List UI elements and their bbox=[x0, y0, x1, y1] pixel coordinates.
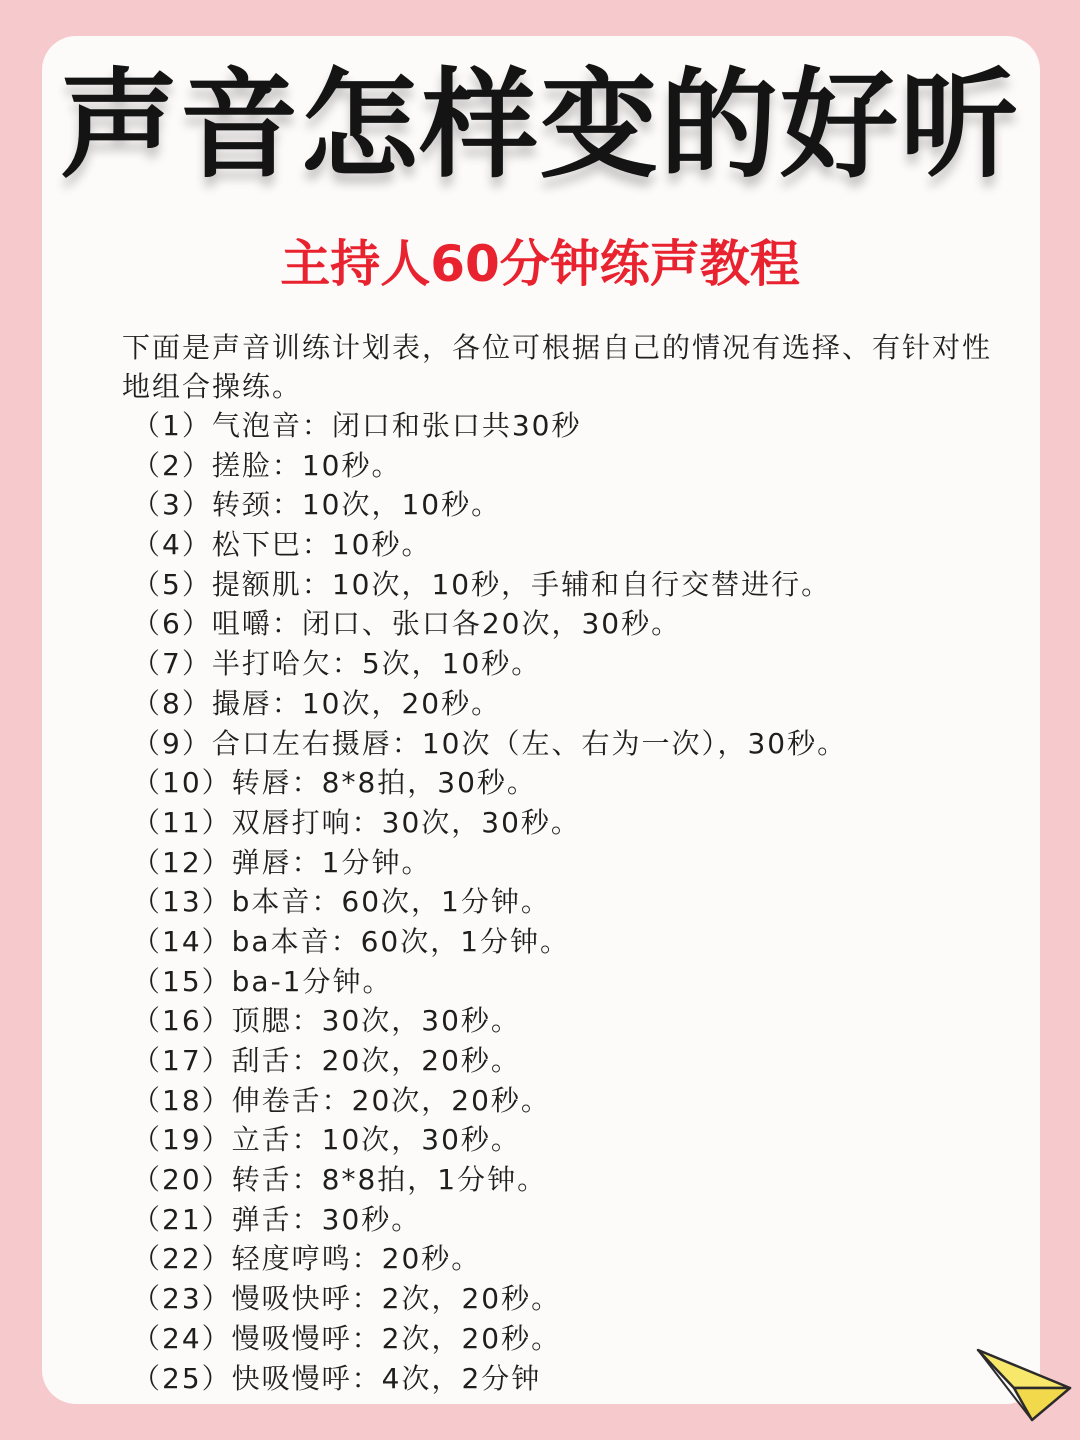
list-item bbox=[132, 1239, 847, 1279]
item-number: （2） bbox=[132, 448, 212, 482]
item-text: 立舌：10次，30秒。 bbox=[231, 1123, 521, 1157]
item-number: （1） bbox=[132, 409, 212, 442]
item-number: （22） bbox=[132, 1242, 232, 1276]
item-text: 转舌：8*8拍，1分钟。 bbox=[231, 1163, 548, 1197]
item-text: ba本音：60次，1分钟。 bbox=[231, 924, 571, 958]
item-number: （14） bbox=[132, 924, 232, 958]
item-text: 顶腮：30次，30秒。 bbox=[231, 1004, 521, 1038]
list-item bbox=[132, 684, 847, 724]
list-item bbox=[132, 1279, 847, 1319]
item-number: （8） bbox=[132, 686, 212, 720]
item-number: （10） bbox=[132, 766, 232, 800]
exercise-list bbox=[132, 406, 847, 1398]
list-item bbox=[132, 406, 847, 446]
item-number: （24） bbox=[132, 1321, 232, 1355]
item-number: （23） bbox=[132, 1282, 232, 1316]
list-item bbox=[132, 1081, 847, 1121]
item-number: （16） bbox=[132, 1004, 232, 1038]
item-number: （20） bbox=[132, 1163, 232, 1197]
item-text: 半打哈欠：5次，10秒。 bbox=[211, 647, 542, 681]
item-number: （12） bbox=[132, 845, 232, 879]
item-text: 快吸慢呼：4次，2分钟 bbox=[231, 1361, 542, 1395]
page-title: 声音怎样变的好听 bbox=[59, 56, 1020, 194]
list-item bbox=[132, 962, 847, 1002]
list-item bbox=[132, 1001, 847, 1041]
list-item bbox=[132, 1359, 847, 1399]
item-text: 提额肌：10次，10秒，手辅和自行交替进行。 bbox=[211, 567, 832, 601]
list-item bbox=[132, 803, 847, 843]
item-number: （6） bbox=[132, 607, 212, 641]
item-text: 刮舌：20次，20秒。 bbox=[231, 1044, 521, 1077]
list-item bbox=[132, 604, 847, 644]
list-item bbox=[132, 1319, 847, 1359]
page-subtitle: 主持人60分钟练声教程 bbox=[280, 235, 800, 293]
item-number: （5） bbox=[132, 567, 212, 601]
list-item bbox=[132, 1200, 847, 1240]
item-text: b本音：60次，1分钟。 bbox=[231, 885, 551, 919]
list-item bbox=[132, 1120, 847, 1160]
item-text: 转唇：8*8拍，30秒。 bbox=[231, 766, 537, 800]
paper-plane-icon bbox=[976, 1342, 1072, 1422]
list-item bbox=[132, 565, 847, 605]
list-item bbox=[132, 644, 847, 684]
item-number: （13） bbox=[132, 885, 232, 919]
list-item bbox=[132, 1041, 847, 1081]
item-text: 轻度哼鸣：20秒。 bbox=[231, 1242, 482, 1276]
item-text: 松下巴：10秒。 bbox=[211, 528, 432, 562]
item-number: （25） bbox=[132, 1361, 232, 1395]
list-item bbox=[132, 1160, 847, 1200]
item-number: （21） bbox=[132, 1202, 232, 1236]
item-text: 伸卷舌：20次，20秒。 bbox=[231, 1083, 551, 1117]
item-text: 慢吸快呼：2次，20秒。 bbox=[231, 1282, 562, 1316]
item-text: 转颈：10次，10秒。 bbox=[211, 488, 502, 522]
item-text: 合口左右摄唇：10次（左、右为一次），30秒。 bbox=[211, 726, 848, 760]
list-item bbox=[132, 882, 847, 922]
item-text: 搓脸：10秒。 bbox=[211, 448, 402, 482]
list-item bbox=[132, 763, 847, 803]
item-number: （3） bbox=[132, 488, 212, 522]
list-item bbox=[132, 485, 847, 525]
item-text: 双唇打响：30次，30秒。 bbox=[231, 805, 581, 839]
item-text: 慢吸慢呼：2次，20秒。 bbox=[231, 1321, 562, 1355]
list-item bbox=[132, 525, 847, 565]
item-text: 弹唇：1分钟。 bbox=[231, 845, 432, 879]
list-item bbox=[132, 922, 847, 962]
item-text: 咀嚼：闭口、张口各20次，30秒。 bbox=[211, 607, 682, 641]
item-text: ba-1分钟。 bbox=[231, 964, 393, 998]
item-text: 撮唇：10次，20秒。 bbox=[211, 686, 502, 720]
item-number: （17） bbox=[132, 1044, 232, 1077]
item-number: （7） bbox=[132, 647, 212, 681]
item-number: （11） bbox=[132, 805, 232, 839]
item-number: （9） bbox=[132, 726, 212, 760]
list-item bbox=[132, 724, 847, 764]
intro-paragraph: 下面是声音训练计划表，各位可根据自己的情况有选择、有针对性地组合操练。 bbox=[122, 331, 993, 403]
item-number: （15） bbox=[132, 964, 232, 998]
item-text: 弹舌：30秒。 bbox=[231, 1202, 422, 1236]
list-item bbox=[132, 843, 847, 883]
item-number: （19） bbox=[132, 1123, 232, 1157]
list-item bbox=[132, 446, 847, 486]
item-number: （4） bbox=[132, 528, 212, 562]
item-number: （18） bbox=[132, 1083, 232, 1117]
item-text: 气泡音：闭口和张口共30秒 bbox=[211, 409, 582, 442]
